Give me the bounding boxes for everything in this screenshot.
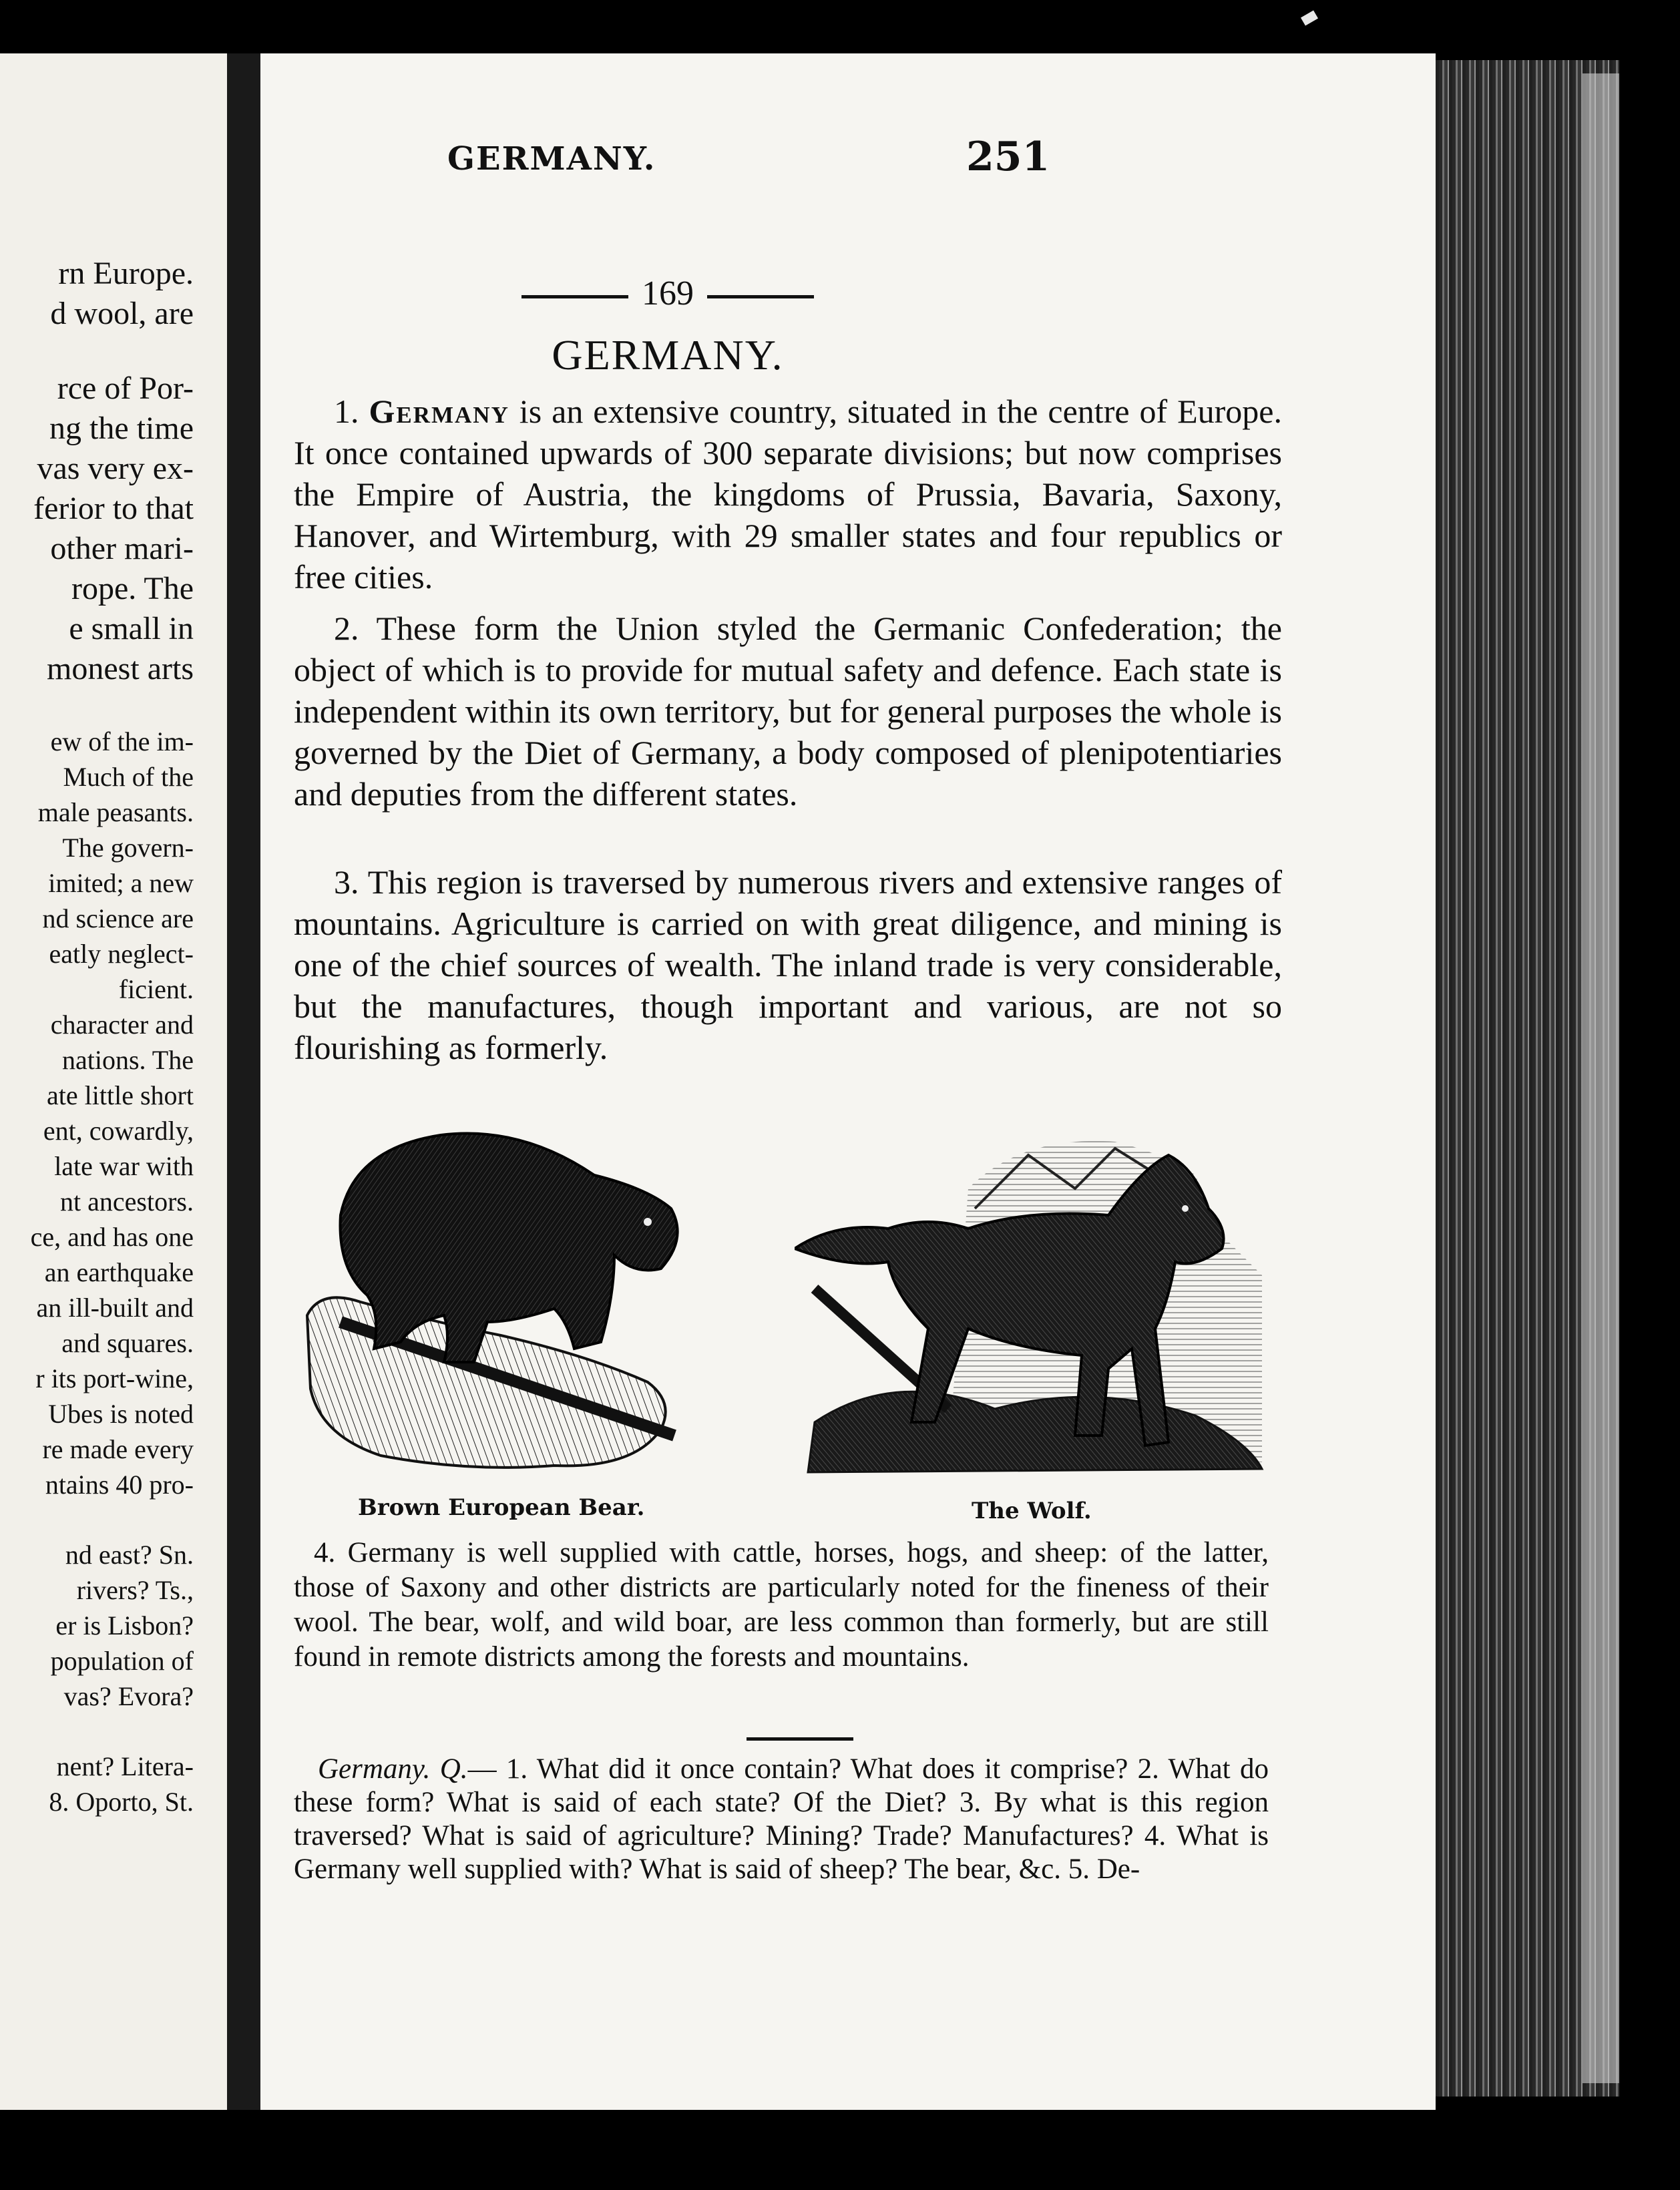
chapter-title: GERMANY. xyxy=(552,331,784,379)
left-page-line: vas? Evora? xyxy=(63,1681,194,1711)
left-page-gap xyxy=(0,1502,194,1537)
left-page-line: Ubes is noted xyxy=(48,1399,194,1429)
book-gutter xyxy=(227,53,260,2110)
paragraph-2 xyxy=(294,608,1282,815)
paragraph-text: These form the Union styled the Germanic Confederation; the object of which is to provide for mutual safety and defence. Each state is independent within its own territory, but for general purposes the whole is governed by the Diet of Germany, a body composed of plenipotentiaries and deputies from the different states. xyxy=(294,610,1282,813)
left-page-line: 8. Oporto, St. xyxy=(49,1787,194,1817)
paragraph-number: 2. xyxy=(334,610,359,647)
left-page-line: d wool, are xyxy=(50,296,194,331)
questions-lead: Germany. Q. xyxy=(318,1753,468,1785)
left-page-line: rope. The xyxy=(71,571,194,606)
left-page-line: re made every xyxy=(42,1434,194,1464)
paragraph-lead-word: Germany xyxy=(369,393,509,430)
paragraph-1 xyxy=(294,391,1282,598)
paragraph-3 xyxy=(294,861,1282,1068)
section-number-text: 169 xyxy=(642,274,694,312)
paragraph-number: 1. xyxy=(334,393,359,430)
running-title: GERMANY. xyxy=(447,140,656,178)
section-number xyxy=(374,274,962,313)
left-page-line: eatly neglect- xyxy=(49,939,194,969)
left-page-line: r its port-wine, xyxy=(35,1363,194,1393)
page-edges-highlight xyxy=(1583,73,1619,2083)
paragraph-number: 4. xyxy=(314,1537,336,1568)
left-page-line: rivers? Ts., xyxy=(76,1575,194,1605)
left-page-line: nations. The xyxy=(61,1045,194,1075)
scan-speck xyxy=(1301,10,1318,25)
left-page-line: er is Lisbon? xyxy=(55,1610,194,1640)
left-page-line: ent, cowardly, xyxy=(43,1116,194,1146)
left-page-gap xyxy=(0,334,194,369)
section-divider xyxy=(747,1737,853,1741)
left-page-line: other mari- xyxy=(50,531,194,566)
left-page xyxy=(0,53,227,2110)
left-page-text xyxy=(0,254,194,1819)
paragraph-text: is an extensive country, situated in the centre of Europe. It once contained upwards of 300 separate divisions; but now comprises the Empire of Austria, the kingdoms of Prussia, Bavaria, Saxony, Hanover, and Wirtemburg, with 29 smaller states and four republics or free cities. xyxy=(294,393,1282,596)
left-page-line: late war with xyxy=(54,1151,194,1181)
rule-right xyxy=(707,295,814,298)
rule-left xyxy=(521,295,628,298)
left-page-line: an ill-built and xyxy=(36,1293,194,1323)
running-head xyxy=(0,134,1680,207)
review-questions xyxy=(294,1753,1269,1886)
paragraph-4 xyxy=(294,1536,1269,1675)
left-page-line: nd science are xyxy=(42,903,194,933)
wolf-illustration xyxy=(795,1128,1269,1482)
left-page-line: ate little short xyxy=(47,1080,194,1110)
bear-caption: Brown European Bear. xyxy=(358,1494,645,1521)
paragraph-text: This region is traversed by numerous rivers and extensive ranges of mountains. Agriculture is carried on with great diligence, and mining is one of the chief sources of wealth. The inland trade is very considerable, but the manufactures, though important and various, are not so flourishing as formerly. xyxy=(294,863,1282,1066)
left-page-line: ferior to that xyxy=(33,491,194,526)
paragraph-text: Germany is well supplied with cattle, horses, hogs, and sheep: of the latter, those of Saxony and other districts are particularly noted for the fineness of their wool. The bear, wolf, and wild boar, are less common than formerly, but are still found in remote districts among the forests and mountains. xyxy=(294,1537,1269,1673)
left-page-gap xyxy=(0,689,194,724)
left-page-line: population of xyxy=(50,1646,194,1676)
left-page-line: male peasants. xyxy=(37,797,194,827)
left-page-line: nt ancestors. xyxy=(60,1186,194,1217)
left-page-line: vas very ex- xyxy=(37,451,194,486)
bear-illustration xyxy=(300,1122,694,1482)
left-page-line: rn Europe. xyxy=(58,256,194,291)
left-page-line: monest arts xyxy=(47,651,194,686)
left-page-line: an earthquake xyxy=(44,1257,194,1287)
left-page-line: nent? Litera- xyxy=(56,1751,194,1781)
paragraph-number: 3. xyxy=(334,863,359,901)
left-page-line: Much of the xyxy=(63,762,194,792)
left-page-gap xyxy=(0,1714,194,1749)
left-page-line: imited; a new xyxy=(48,868,194,898)
page-number: 251 xyxy=(966,134,1050,180)
left-page-line: ew of the im- xyxy=(50,726,194,756)
left-page-line: ficient. xyxy=(118,974,194,1004)
left-page-line: e small in xyxy=(69,611,194,646)
left-page-line: nd east? Sn. xyxy=(65,1540,194,1570)
left-page-line: rce of Por- xyxy=(57,371,194,406)
left-page-line: character and xyxy=(50,1010,194,1040)
questions-text: — 1. What did it once contain? What does it comprise? 2. What do these form? What is said of each state? Of the Diet? 3. By what is this region traversed? What is said of agriculture? Mining? Trade? Manufactures? 4. What is Germany well supplied with? What is said of sheep? The bear, &c. 5. De- xyxy=(294,1753,1269,1885)
left-page-line: ntains 40 pro- xyxy=(45,1470,194,1500)
left-page-line: ce, and has one xyxy=(30,1222,194,1252)
left-page-line: ng the time xyxy=(49,411,194,446)
left-page-line: The govern- xyxy=(62,833,194,863)
wolf-caption: The Wolf. xyxy=(972,1498,1092,1524)
left-page-line: and squares. xyxy=(61,1328,194,1358)
